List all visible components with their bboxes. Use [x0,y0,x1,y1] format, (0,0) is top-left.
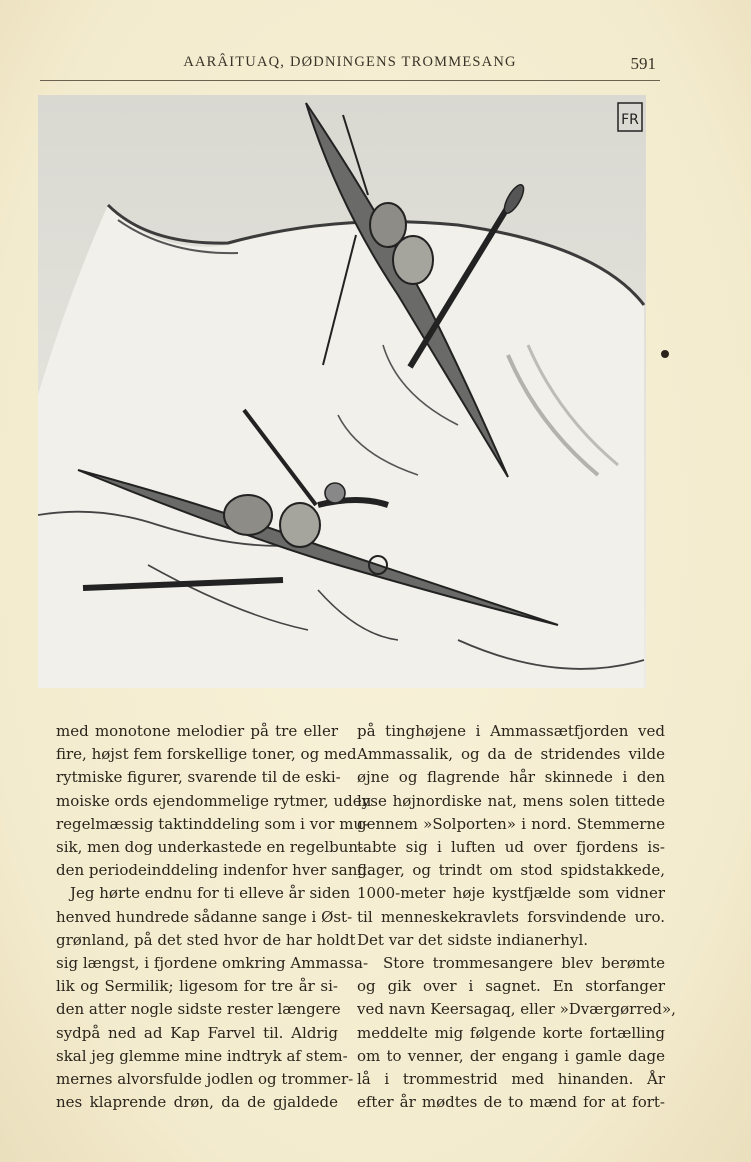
text-line: regelmæssig taktinddeling som i vor mu- [56,814,369,833]
monogram: FR [621,112,639,128]
text-line: sydpå ned ad Kap Farvel til. Aldrig [56,1023,338,1042]
text-line: efter år mødtes de to mænd for at fort- [357,1093,665,1112]
text-line: fire, højst fem forskellige toner, og med [56,745,357,764]
text-line: til menneskekravlets forsvindende uro. [357,907,665,926]
text-line: om to venner, der engang i gamle dage [357,1046,665,1065]
text-line: mernes alvorsfulde jodlen og trommer- [56,1070,354,1089]
text-line: lå i trommestrid med hinanden. År [357,1070,665,1089]
text-line: 1000-meter høje kystfjælde som vidner [357,884,665,903]
text-column-left [56,720,372,1114]
text-line: på tinghøjene i Ammassætfjorden ved [357,722,665,740]
text-line: tabte sig i luften ud over fjordens is- [357,838,665,857]
running-header [40,52,660,81]
text-line: grønland, på det sted hvor de har holdt [56,930,356,949]
running-title: AARÂITUAQ, DØDNINGENS TROMMESANG [183,54,517,70]
text-line: rytmiske figurer, svarende til de eski- [56,768,341,787]
text-line: flager, og trindt om stod spidstakkede, [357,861,665,880]
text-line: nes klaprende drøn, da de gjaldede [56,1093,338,1112]
text-line: lik og Sermilik; ligesom for tre år si- [56,977,338,996]
text-line: sig længst, i fjordene omkring Ammassa- [56,954,369,973]
text-line: Jeg hørte endnu for ti elleve år siden [70,884,351,903]
text-line: og gik over i sagnet. En storfanger [357,977,665,996]
text-line: med monotone melodier på tre eller [56,722,338,740]
text-line: skal jeg glemme mine indtryk af stem- [56,1046,348,1065]
text-line: moiske ords ejendommelige rytmer, uden [56,791,372,810]
text-line: den periodeinddeling indenfor hver sang. [56,861,372,880]
text-line: lyse højnordiske nat, mens solen tittede [357,791,665,810]
text-line: meddelte mig følgende korte fortælling [357,1023,665,1042]
text-line: ved navn Keersagaq, eller »Dværgørred», [357,1000,676,1019]
text-line: Det var det sidste indianerhyl. [357,930,589,949]
page-number: 591 [630,54,656,73]
margin-mark [661,350,669,358]
text-line: Ammassalik, og da de stridendes vilde [357,745,665,764]
text-line: Store trommesangere blev berømte [383,954,665,973]
kayak-illustration [38,95,646,688]
text-line: gennem »Solporten» i nord. Stemmerne [357,814,665,833]
text-line: henved hundrede sådanne sange i Øst- [56,907,353,926]
text-line: den atter nogle sidste rester længere [56,1000,341,1019]
text-line: sik, men dog underkastede en regelbun- [56,838,364,857]
text-column-right [357,720,676,1114]
text-line: øjne og flagrende hår skinnede i den [357,768,665,787]
